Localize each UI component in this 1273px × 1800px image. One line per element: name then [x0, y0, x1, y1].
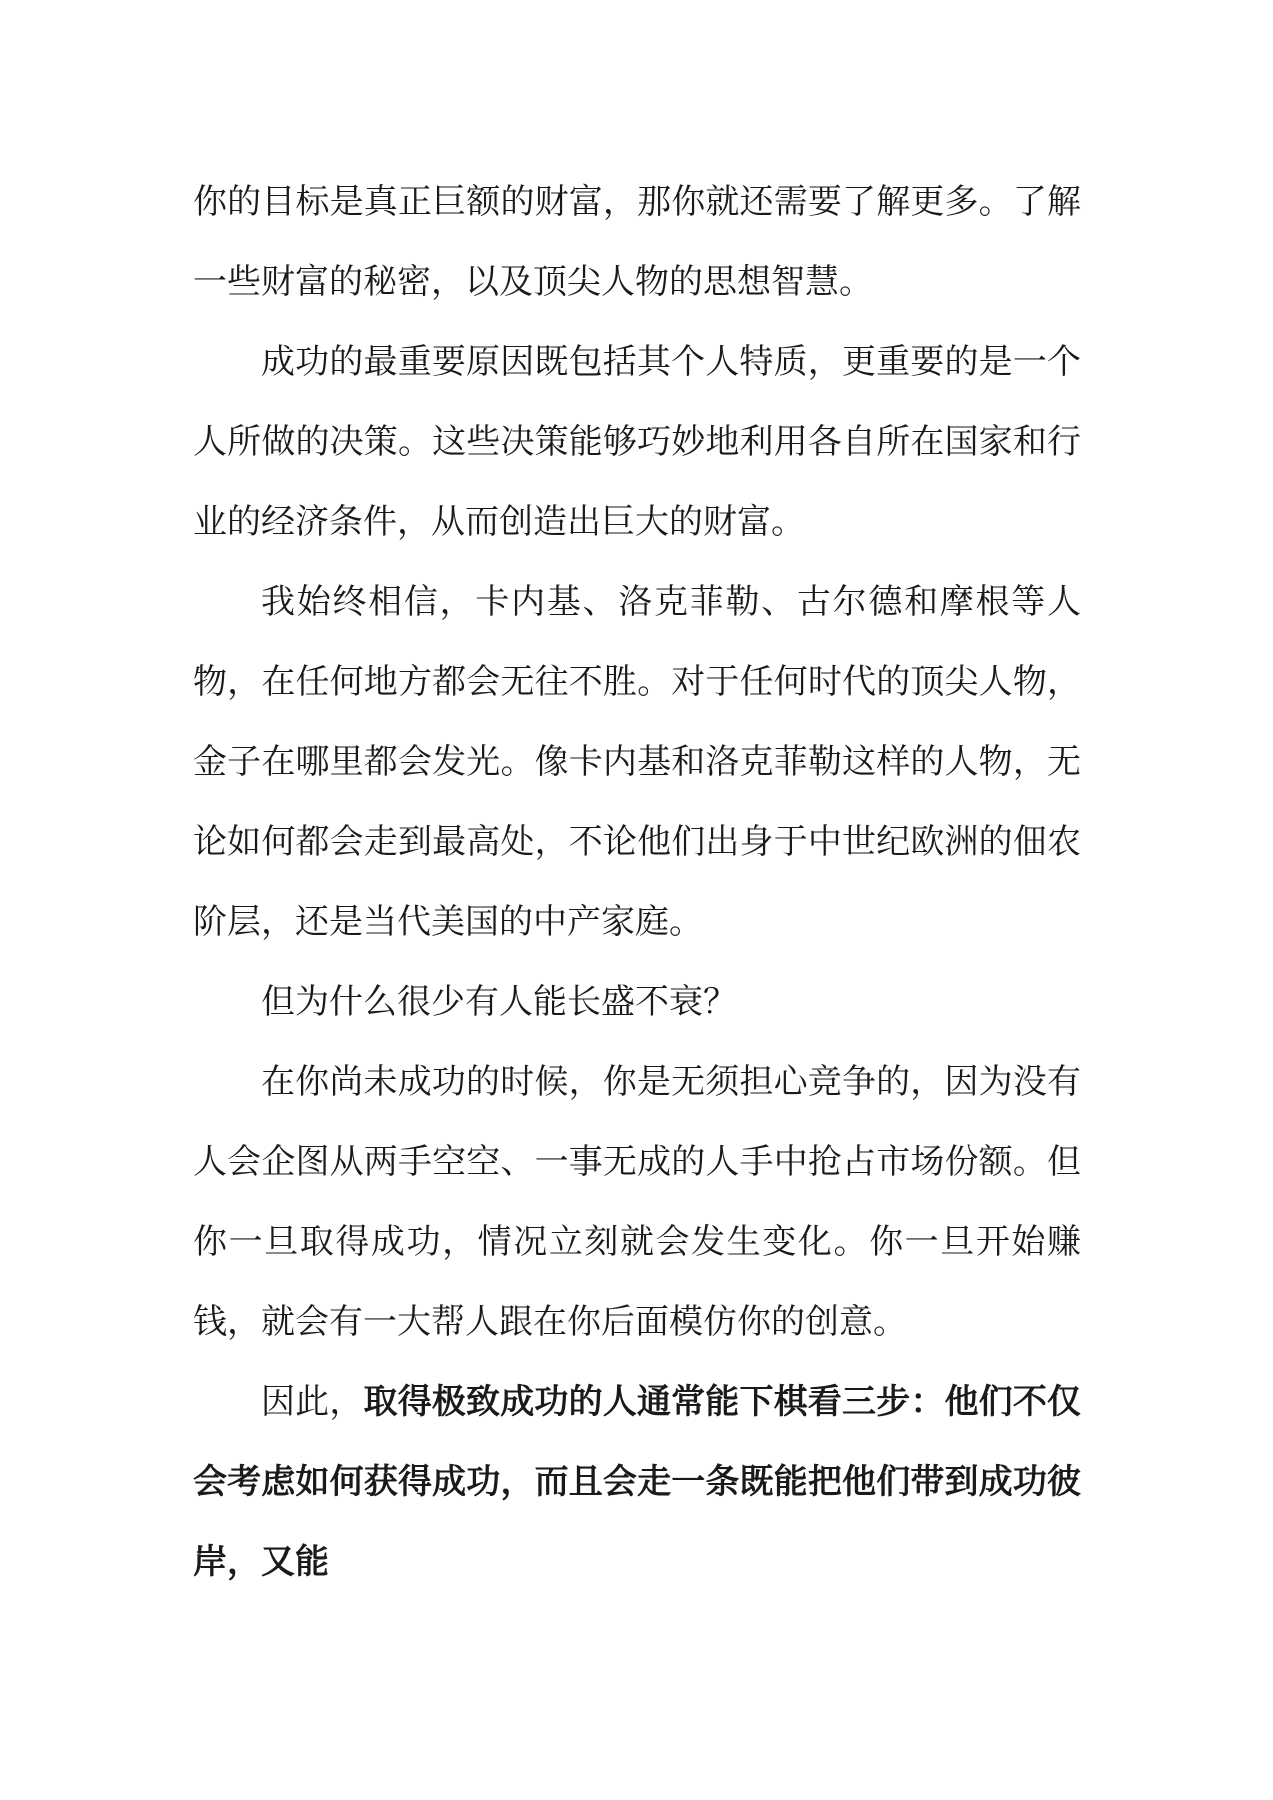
paragraph-2: 成功的最重要原因既包括其个人特质，更重要的是一个人所做的决策。这些决策能够巧妙地利用各自所在国家和行业的经济条件，从而创造出巨大的财富。 — [193, 342, 1081, 542]
document-body — [193, 162, 1081, 1602]
paragraph-6 — [193, 1362, 1081, 1602]
paragraph-1: 你的目标是真正巨额的财富，那你就还需要了解更多。了解一些财富的秘密，以及顶尖人物的思想智慧。 — [193, 182, 1081, 302]
paragraph-6-bold-text: 取得极致成功的人通常能下棋看三步：他们不仅会考虑如何获得成功，而且会走一条既能把他们带到成功彼岸，又能 — [193, 1382, 1082, 1582]
paragraph-6-lead: 因此， — [261, 1382, 364, 1422]
paragraph-5: 在你尚未成功的时候，你是无须担心竞争的，因为没有人会企图从两手空空、一事无成的人手中抢占市场份额。但你一旦取得成功，情况立刻就会发生变化。你一旦开始赚钱，就会有一大帮人跟在你后面模仿你的创意。 — [193, 1062, 1081, 1342]
paragraph-4: 但为什么很少有人能长盛不衰？ — [261, 982, 737, 1022]
paragraph-3: 我始终相信，卡内基、洛克菲勒、古尔德和摩根等人物，在任何地方都会无往不胜。对于任何时代的顶尖人物，金子在哪里都会发光。像卡内基和洛克菲勒这样的人物，无论如何都会走到最高处，不论他们出身于中世纪欧洲的佃农阶层，还是当代美国的中产家庭。 — [193, 582, 1081, 942]
